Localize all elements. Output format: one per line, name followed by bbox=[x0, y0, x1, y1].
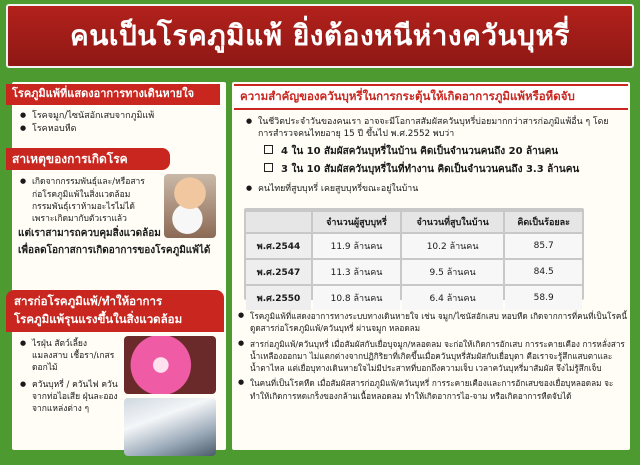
notes-list bbox=[236, 310, 628, 402]
table-row bbox=[246, 234, 582, 258]
table-header bbox=[246, 212, 311, 232]
table-cell: 85.7 bbox=[505, 234, 582, 258]
flower-photo bbox=[124, 336, 216, 394]
allergens-body bbox=[6, 332, 224, 416]
table-header: คิดเป็นร้อยละ bbox=[505, 212, 582, 232]
table-row bbox=[246, 286, 582, 310]
stat-line bbox=[264, 162, 620, 177]
table-cell: 10.8 ล้านคน bbox=[313, 286, 400, 310]
table-row bbox=[246, 260, 582, 284]
stat-text: 3 ใน 10 สัมผัสควันบุหรี่ในที่ทำงาน คิดเป็นจำนวนคนถึง 3.3 ล้านคน bbox=[281, 164, 580, 176]
header-banner bbox=[6, 4, 634, 68]
smoking-table bbox=[244, 210, 584, 312]
list-item: ● โรคภูมิแพ้ที่แสดงอาการทางระบบทางเดินหายใจ เช่น จมูก/ไซนัสอักเสบ หอบหืด เกิดจากการที่คนที่เป็นโรคนี้ดูดสารก่อโรคภูมิแพ้/ควันบุหรี่ ผ่านจมูก หลอดลม bbox=[236, 310, 628, 335]
table-cell: 6.4 ล้านคน bbox=[402, 286, 503, 310]
causes-bold-line: เพื่อลดโอกาสการเกิดอาการของโรคภูมิแพ้ได้ bbox=[18, 244, 211, 256]
checkbox-icon bbox=[264, 163, 273, 172]
table-header: จำนวนผู้สูบบุหรี่ bbox=[313, 212, 400, 232]
list-item: ● โรคจมูก/ไซนัสอักเสบจากภูมิแพ้ bbox=[18, 110, 214, 123]
table-cell: พ.ศ.2547 bbox=[246, 260, 311, 284]
causes-bold-line: แต่เราสามารถควบคุมสิ่งแวดล้อม bbox=[18, 228, 161, 240]
list-item: ● ในชีวิตประจำวันของคนเรา อาจจะมีโอกาสสัมผัสควันบุหรี่บ่อยมากกว่าสารก่อภูมิแพ้อื่น ๆ โดยการสำรวจคนไทยอายุ 15 ปี ขึ้นไป พ.ศ.2552 พบว่า bbox=[244, 116, 620, 142]
table-cell: 11.3 ล้านคน bbox=[313, 260, 400, 284]
importance-section bbox=[234, 84, 628, 196]
table-intro-list bbox=[244, 183, 620, 196]
child-sneezing-photo bbox=[164, 174, 216, 238]
list-item: ● ในคนที่เป็นโรคหืด เมื่อสัมผัสสารก่อภูมิแพ้/ควันบุหรี่ การระคายเคืองและการอักเสบของเยื่อบุหลอดลม จะทำให้เกิดการหดเกร็งของกล้ามเนื้อหลอดลม ทำให้เกิดอาการไอ-จาม หรือเกิดอาการหืดจับได้ bbox=[236, 377, 628, 402]
importance-body bbox=[234, 110, 628, 196]
table-cell: 10.2 ล้านคน bbox=[402, 234, 503, 258]
symptoms-heading: โรคภูมิแพ้ที่แสดงอาการทางเดินหายใจ bbox=[6, 84, 220, 105]
importance-list bbox=[244, 116, 620, 142]
table-header: จำนวนที่สูบในบ้าน bbox=[402, 212, 503, 232]
list-item: ● คนไทยที่สูบบุหรี่ เคยสูบบุหรี่ขณะอยู่ในบ้าน bbox=[244, 183, 620, 196]
allergens-section bbox=[6, 290, 224, 420]
table-cell: 58.9 bbox=[505, 286, 582, 310]
table-cell: พ.ศ.2544 bbox=[246, 234, 311, 258]
list-item: ● โรคหอบหืด bbox=[18, 123, 214, 136]
list-item: ● สารก่อภูมิแพ้/ควันบุหรี่ เมื่อสัมผัสกับเยื่อบุจมูก/หลอดลม จะก่อให้เกิดการอักเสบ การระคายเคือง การหลั่งสารน้ำเหลืองออกมา ไม่แตกต่างจากปฏิกิริยาที่เกิดขึ้นเมื่อควันบุหรี่สัมผัสกับเยื่อบุตา คือเราจะรู้สึกแสบตาและน้ำตาไหล แต่เยื่อบุทางเดินหายใจไม่มีประสาทที่บอกถึงความเจ็บ เวลาควันบุหรี่มาสัมผัส จึงไม่รู้สึกเจ็บ bbox=[236, 338, 628, 375]
table bbox=[244, 210, 584, 312]
causes-heading: สาเหตุของการเกิดโรค bbox=[6, 148, 170, 170]
allergens-heading-line: สารก่อโรคภูมิแพ้/ทำให้อาการ bbox=[14, 294, 163, 308]
table-cell: 9.5 ล้านคน bbox=[402, 260, 503, 284]
page-title: คนเป็นโรคภูมิแพ้ ยิ่งต้องหนีห่างควันบุหรี่ bbox=[70, 19, 570, 52]
table-header-row bbox=[246, 212, 582, 232]
notes-section bbox=[236, 310, 628, 405]
causes-section bbox=[6, 148, 220, 258]
symptoms-list bbox=[6, 105, 220, 136]
list-item: ● ไรฝุ่น สัตว์เลี้ยง แมลงสาบ เชื้อรา/เกสรดอกไม้ bbox=[18, 338, 122, 375]
importance-heading: ความสำคัญของควันบุหรี่ในการกระตุ้นให้เกิดอาการภูมิแพ้หรือหืดจับ bbox=[234, 84, 628, 110]
list-item: ● ควันบุหรี่ / ควันไฟ ควันจากท่อไอเสีย ฝุ่นละอองจากแหล่งต่าง ๆ bbox=[18, 379, 122, 416]
table-cell: 11.9 ล้านคน bbox=[313, 234, 400, 258]
table-cell: 84.5 bbox=[505, 260, 582, 284]
causes-body bbox=[6, 170, 220, 258]
stat-text: 4 ใน 10 สัมผัสควันบุหรี่ในบ้าน คิดเป็นจำนวนคนถึง 20 ล้านคน bbox=[281, 146, 559, 158]
symptoms-section bbox=[6, 84, 220, 136]
allergens-heading-line: โรคภูมิแพ้รุนแรงขึ้นในสิ่งแวดล้อม bbox=[14, 311, 183, 326]
allergens-heading bbox=[6, 290, 224, 332]
checkbox-icon bbox=[264, 145, 273, 154]
table-cell: พ.ศ.2550 bbox=[246, 286, 311, 310]
list-item: ● เกิดจากกรรมพันธุ์และ/หรือสารก่อโรคภูมิแพ้ในสิ่งแวดล้อม กรรมพันธุ์เราห้ามอะไรไม่ได้ เพราะเกิดมากับตัวเราแล้ว bbox=[18, 176, 148, 225]
stat-line bbox=[264, 144, 620, 159]
smoke-photo bbox=[124, 398, 216, 456]
